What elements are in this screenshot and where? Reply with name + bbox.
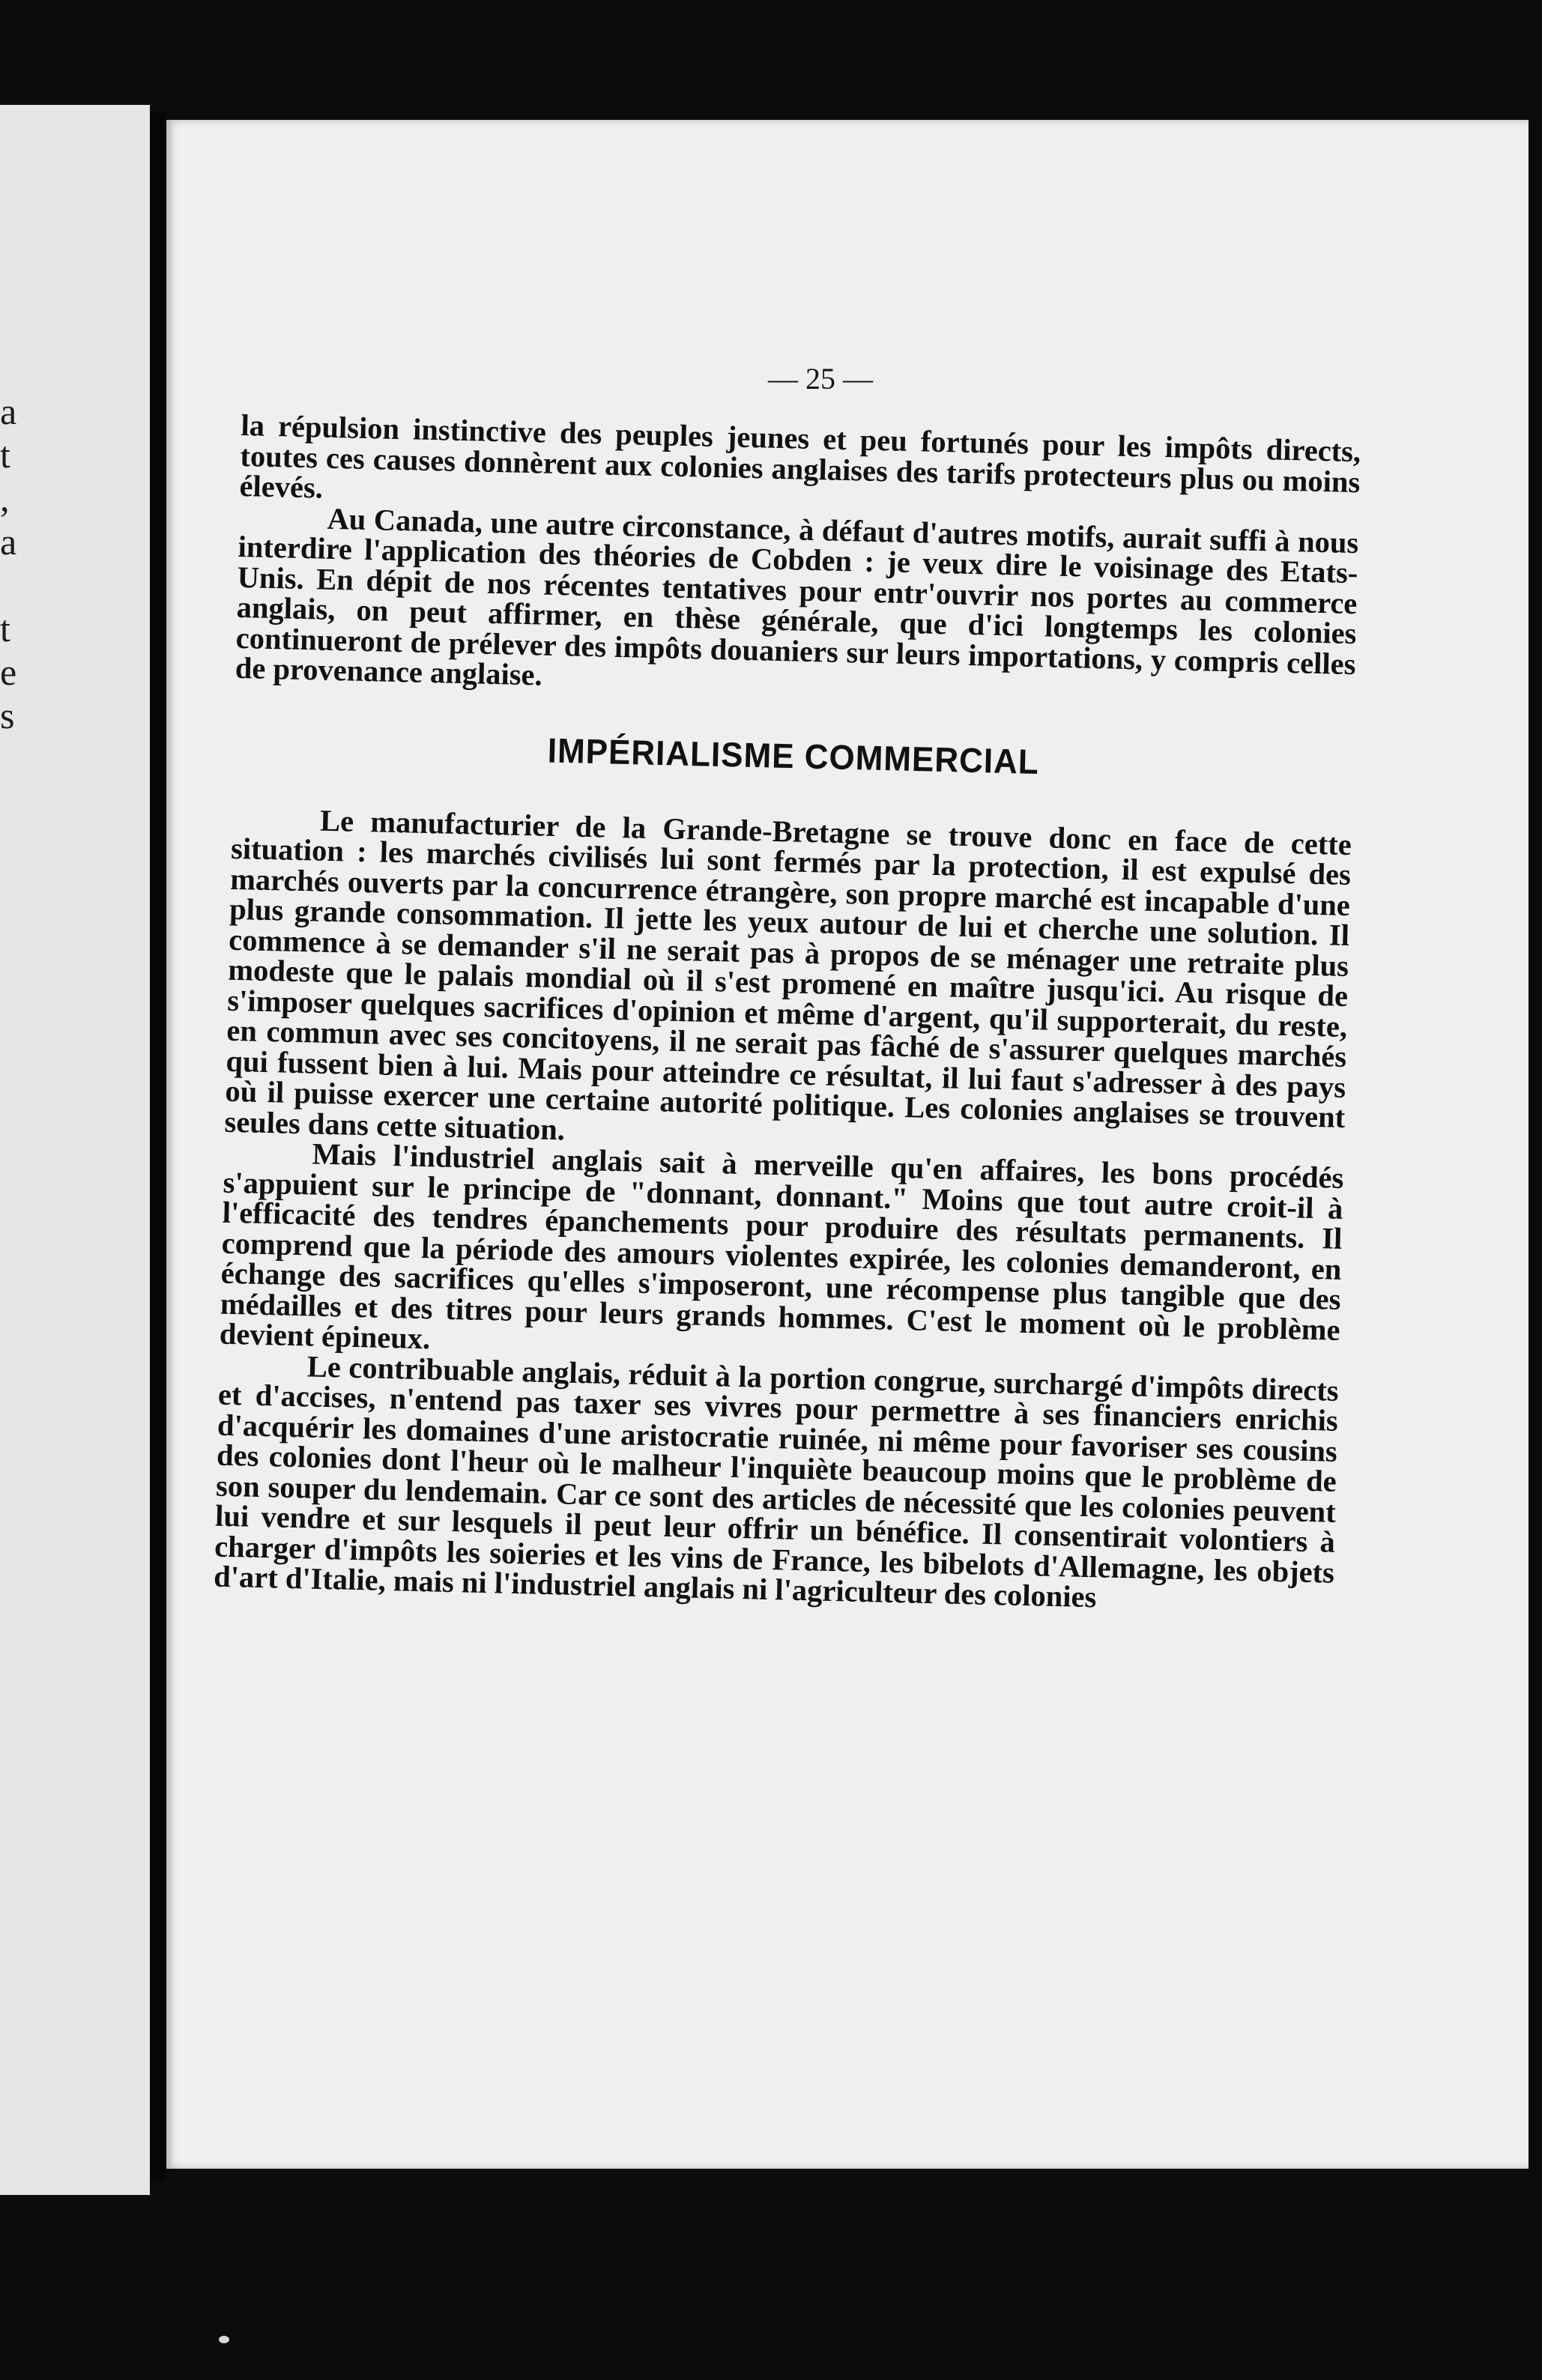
edge-letter: a — [0, 390, 17, 432]
edge-letter: s — [0, 694, 15, 736]
paragraph: Au Canada, une autre circonstance, à défaut d'autres motifs, aurait suffi à nous interdire l'application des théories de Cobden : je veux dire le voisinage des Etats-Unis. En dépit de nos récentes tentatives pour entr'ouvrir nos portes au commerce anglais, on peut affirmer, en thèse générale, que d'ici longtemps les colonies continueront de prélever des impôts douaniers sur leurs importations, y compris celles de provenance anglaise. — [235, 501, 1359, 692]
scan-speck — [219, 2336, 229, 2343]
paragraph: Le contribuable anglais, réduit à la portion congrue, surchargé d'impôts directs et d'accises, n'entend pas taxer ses vivres pour permettre à ses financiers enrichis d'acquérir les domaines d'une aristocratie ruinée, ni même pour favoriser ses cousins des colonies dont l'heur où le malheur l'inquiète beaucoup moins que le problème de son souper du lendemain. Car ce sont des articles de nécessité que les colonies peuvent lui vendre et sur lesquels il peut leur offrir un bénéfice. Il consentirait volontiers à charger d'impôts les soieries et les vins de France, les bibelots d'Allemagne, les objets d'art d'Italie, mais ni l'industriel anglais ni l'agriculteur des colonies — [213, 1348, 1340, 1614]
edge-letter: a — [0, 521, 17, 563]
paragraph: Mais l'industriel anglais sait à merveille qu'en affaires, les bons procédés s'appuient sur le principe de "donnant, donnant." Moins que tout autre croit-il à l'efficacité des tendres épanchements pour produire des résultats permanents. Il comprend que la période des amours violentes expirée, les colonies demanderont, en échange des sacrifices qu'elles s'imposeront, une récompense plus tangible que des médailles et des titres pour leurs grands hommes. C'est le moment où le problème devient épineux. — [219, 1136, 1344, 1356]
page-text — [213, 408, 1361, 1618]
edge-letter — [0, 563, 30, 607]
paragraph: la répulsion instinctive des peuples jeunes et peu fortunés pour les impôts directs, toutes ces causes donnèrent aux colonies anglaises des tarifs protecteurs plus ou moins élevés. — [239, 408, 1361, 505]
edge-letter: , — [0, 477, 10, 519]
adjacent-left-page — [0, 105, 150, 2195]
book-gutter — [150, 112, 166, 2180]
section-heading: IMPÉRIALISME COMMERCIAL — [547, 731, 1040, 781]
edge-letter: t — [0, 608, 10, 649]
edge-letter: t — [0, 434, 10, 476]
paragraph: Le manufacturier de la Grande-Bretagne se trouve donc en face de cette situation : les marchés civilisés lui sont fermés par la protection, il est expulsé des marchés ouverts par la concurrence étrangère, son propre marché est incapable d'une plus grande consommation. Il jette les yeux autour de lui et cherche une solution. Il commence à se demander s'il ne serait pas à propos de se ménager une retraite plus modeste que le palais mondial où il s'est promené en maître jusqu'ici. Au risque de s'imposer quelques sacrifices d'opinion et même d'argent, qu'il supporterait, du reste, en commun avec ses concitoyens, il ne serait pas fâché de s'assurer quelques marchés qui fussent bien à lui. Mais pour atteindre ce résultat, il lui faut s'adresser à des pays où il puisse exercer une certaine autorité politique. Les colonies anglaises se trouvent seules dans cette situation. — [224, 803, 1352, 1146]
left-page-edge-text — [0, 390, 30, 737]
edge-letter: e — [0, 651, 17, 693]
page-number: — 25 — — [768, 362, 873, 396]
